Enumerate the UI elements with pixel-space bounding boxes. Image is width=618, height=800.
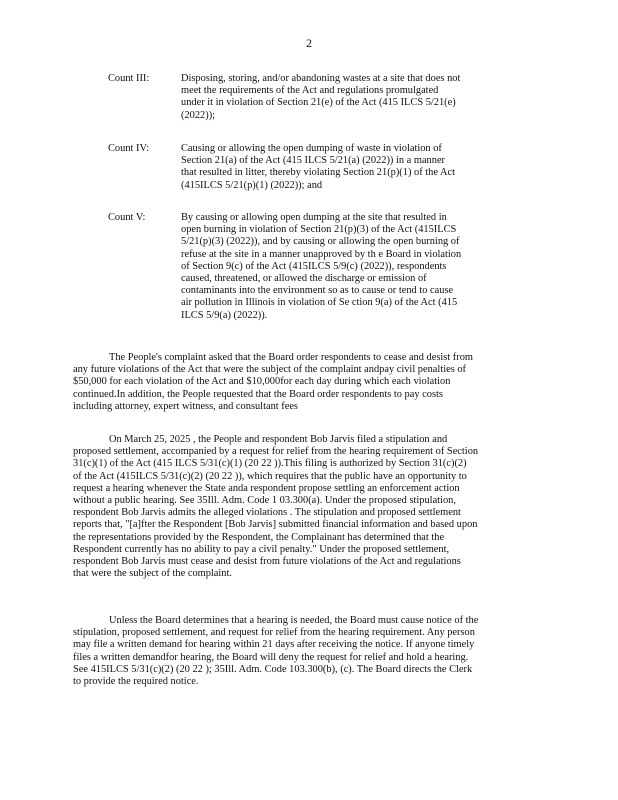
text-line: Respondent currently has no ability to pay a civil penalty." Under the proposed settlement, (73, 543, 450, 555)
count-description (181, 143, 521, 192)
text-line: respondent Bob Jarvis admits the alleged violations . The stipulation and proposed settlement (73, 507, 461, 519)
text-line: open burning in violation of Section 21(p)(3) of the Act (415ILCS (181, 224, 457, 236)
text-line: that resulted in litter, thereby violating Section 21(p)(1) of the Act (181, 167, 455, 179)
text-line: of Section 9(c) of the Act (415ILCS 5/9(c) (2022)), respondents (181, 260, 447, 272)
text-line: any future violations of the Act that were the subject of the complaint andpay civil penalties of (73, 364, 466, 376)
paragraph-stipulation (73, 434, 543, 580)
text-line: stipulation, proposed settlement, and request for relief from the hearing requirement. Any person (73, 627, 475, 639)
text-line: Causing or allowing the open dumping of waste in violation of (181, 143, 442, 154)
text-line: On March 25, 2025 , the People and respondent Bob Jarvis filed a stipulation and (109, 434, 448, 445)
paragraph-complaint (73, 352, 543, 413)
text-line: Disposing, storing, and/or abandoning wastes at a site that does not (181, 73, 461, 84)
text-line: (2022)); (181, 109, 216, 121)
text-line: to provide the required notice. (73, 676, 199, 688)
text-line: files a written demandfor hearing, the Board will deny the request for relief and hold a hearing. (73, 651, 469, 663)
text-line: that were the subject of the complaint. (73, 568, 232, 580)
text-line: Unless the Board determines that a hearing is needed, the Board must cause notice of the (109, 615, 479, 626)
count-label: Count V: (108, 212, 146, 223)
text-line: 5/21(p)(3) (2022)), and by causing or allowing the open burning of (181, 236, 460, 248)
text-line: caused, threatened, or allowed the discharge or emission of (181, 273, 427, 285)
count-iii (108, 73, 518, 123)
text-line: under it in violation of Section 21(e) of the Act (415 ILCS 5/21(e) (181, 97, 456, 109)
text-line: $50,000 for each violation of the Act and $10,000for each day during which each violation (73, 376, 451, 388)
text-line: air pollution in Illinois in violation of Se ction 9(a) of the Act (415 (181, 297, 458, 309)
text-line: proposed settlement, accompanied by a request for relief from the hearing requirement of Section (73, 446, 479, 458)
text-line: including attorney, expert witness, and consultant fees (73, 400, 298, 412)
text-line: of the Act (415ILCS 5/31(c)(2) (20 22 )), which requires that the public have an opportunity to (73, 470, 467, 482)
text-line: respondent Bob Jarvis must cease and desist from future violations of the Act and regulations (73, 556, 461, 568)
text-line: may file a written demand for hearing within 21 days after receiving the notice. If anyone timely (73, 639, 475, 651)
count-label: Count IV: (108, 143, 150, 154)
text-line: refuse at the site in a manner unapproved by th e Board in violation (181, 248, 462, 260)
text-line: 31(c)(1) of the Act (415 ILCS 5/31(c)(1) (20 22 )).This filing is authorized by Section 31(c)(2) (73, 458, 467, 470)
text-line: By causing or allowing open dumping at the site that resulted in (181, 212, 447, 223)
text-line: request a hearing whenever the State anda respondent propose settling an enforcement action (73, 482, 460, 494)
text-line: the representations provided by the Respondent, the Complainant has determined that the (73, 531, 445, 543)
text-line: ILCS 5/9(a) (2022)). (181, 309, 268, 321)
count-description (181, 212, 521, 322)
text-line: (415ILCS 5/21(p)(1) (2022)); and (181, 179, 323, 191)
paragraph-hearing-notice (73, 615, 543, 688)
count-iv (108, 143, 518, 193)
text-line: reports that, "[a]fter the Respondent [Bob Jarvis] submitted financial information and based upon (73, 519, 478, 531)
count-label: Count III: (108, 73, 150, 84)
page-number: 2 (306, 36, 312, 50)
text-line: contaminants into the environment so as to cause or tend to cause (181, 285, 454, 297)
text-line: Section 21(a) of the Act (415 ILCS 5/21(a) (2022)) in a manner (181, 155, 446, 167)
text-line: See 415ILCS 5/31(c)(2) (20 22 ); 35Ill. Adm. Code 103.300(b), (c). The Board directs the Clerk (73, 663, 473, 675)
text-line: The People's complaint asked that the Board order respondents to cease and desist from (109, 352, 473, 363)
text-line: without a public hearing. See 35Ill. Adm. Code 1 03.300(a). Under the proposed stipulation, (73, 495, 456, 507)
count-v (108, 212, 518, 324)
text-line: meet the requirements of the Act and regulations promulgated (181, 85, 439, 97)
count-description (181, 73, 521, 122)
text-line: continued.In addition, the People requested that the Board order respondents to pay costs (73, 388, 443, 400)
